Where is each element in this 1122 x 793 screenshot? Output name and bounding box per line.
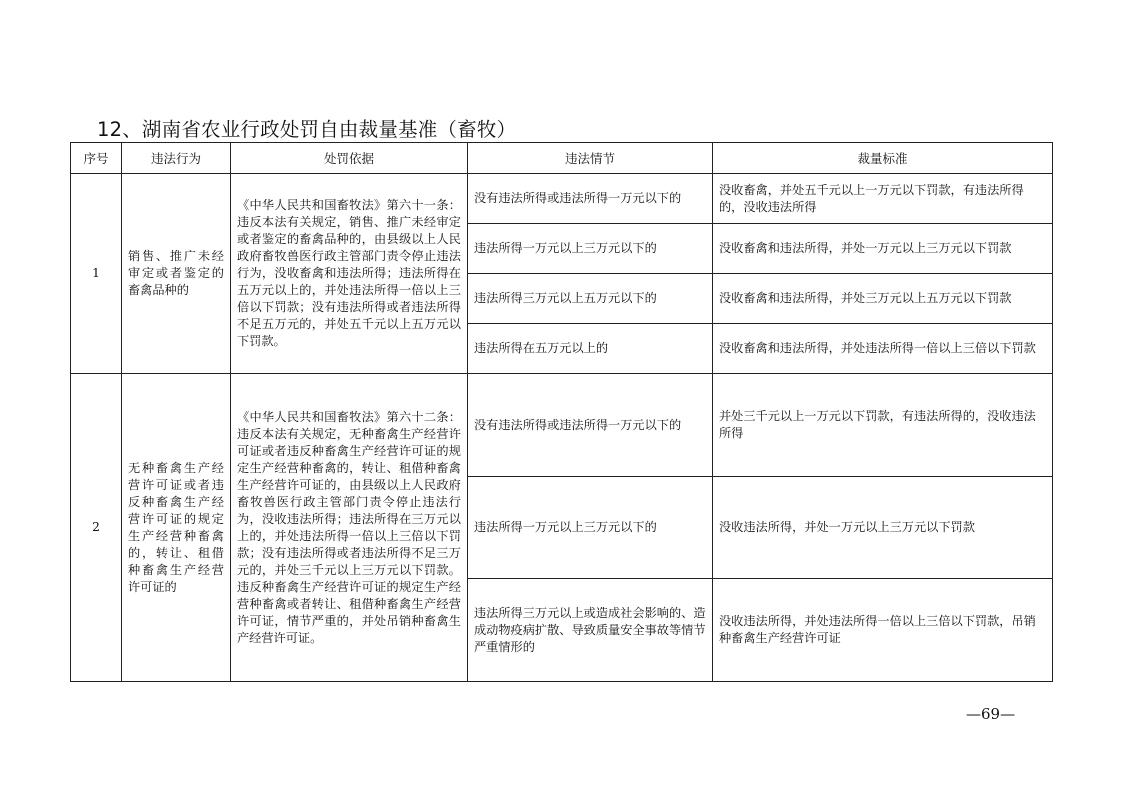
row-index: 1 xyxy=(71,174,122,374)
header-legal-basis: 处罚依据 xyxy=(231,143,468,174)
header-standard: 裁量标准 xyxy=(713,143,1053,174)
legal-basis-cell: 《中华人民共和国畜牧法》第六十二条：违反本法有关规定，无种畜禽生产经营许可证或者违反种畜禽生产经营许可证的规定生产经营种畜禽的，转让、租借种畜禽生产经营许可证的，由县级以上人民政府畜牧兽医行政主管部门责令停止违法行为，没收违法所得；违法所得在三万元以上的，并处违法所得一倍以上三倍以下罚款；没有违法所得或者违法所得不足三万元的，并处三千元以上三万元以下罚款。违反种畜禽生产经营许可证的规定生产经营种畜禽或者转让、租借种畜禽生产经营许可证，情节严重的，并处吊销种畜禽生产经营许可证。 xyxy=(231,374,468,682)
page-title: 12、湖南省农业行政处罚自由裁量基准（畜牧） xyxy=(97,118,517,141)
circumstance-cell: 违法所得一万元以上三万元以下的 xyxy=(468,224,713,274)
page-number: —69— xyxy=(966,705,1016,723)
table-header-row xyxy=(71,143,1053,174)
row-index: 2 xyxy=(71,374,122,682)
standard-cell: 并处三千元以上一万元以下罚款，有违法所得的，没收违法所得 xyxy=(713,374,1053,477)
violation-cell: 无种畜禽生产经营许可证或者违反种畜禽生产经营许可证的规定生产经营种畜禽的，转让、租借种畜禽生产经营许可证的 xyxy=(122,374,231,682)
standard-cell: 没收畜禽和违法所得，并处一万元以上三万元以下罚款 xyxy=(713,224,1053,274)
circumstance-cell: 违法所得在五万元以上的 xyxy=(468,324,713,374)
standard-cell: 没收畜禽和违法所得，并处三万元以上五万元以下罚款 xyxy=(713,274,1053,324)
legal-basis-cell: 《中华人民共和国畜牧法》第六十一条：违反本法有关规定，销售、推广未经审定或者鉴定的畜禽品种的，由县级以上人民政府畜牧兽医行政主管部门责令停止违法行为，没收畜禽和违法所得；违法所得在五万元以上的，并处违法所得一倍以上三倍以下罚款；没有违法所得或者违法所得不足五万元的，并处五千元以上五万元以下罚款。 xyxy=(231,174,468,374)
violation-cell: 销售、推广未经审定或者鉴定的畜禽品种的 xyxy=(122,174,231,374)
circumstance-cell: 没有违法所得或违法所得一万元以下的 xyxy=(468,374,713,477)
circumstance-cell: 没有违法所得或违法所得一万元以下的 xyxy=(468,174,713,224)
standard-cell: 没收违法所得，并处违法所得一倍以上三倍以下罚款，吊销种畜禽生产经营许可证 xyxy=(713,579,1053,682)
circumstance-cell: 违法所得三万元以上或造成社会影响的、造成动物疫病扩散、导致质量安全事故等情节严重情形的 xyxy=(468,579,713,682)
header-circumstance: 违法情节 xyxy=(468,143,713,174)
table-row xyxy=(71,374,1053,477)
standard-cell: 没收违法所得，并处一万元以上三万元以下罚款 xyxy=(713,477,1053,579)
table-row xyxy=(71,174,1053,224)
circumstance-cell: 违法所得一万元以上三万元以下的 xyxy=(468,477,713,579)
penalty-standard-table xyxy=(70,142,1053,682)
circumstance-cell: 违法所得三万元以上五万元以下的 xyxy=(468,274,713,324)
standard-cell: 没收畜禽和违法所得，并处违法所得一倍以上三倍以下罚款 xyxy=(713,324,1053,374)
header-index: 序号 xyxy=(71,143,122,174)
standard-cell: 没收畜禽，并处五千元以上一万元以下罚款，有违法所得的，没收违法所得 xyxy=(713,174,1053,224)
header-violation: 违法行为 xyxy=(122,143,231,174)
